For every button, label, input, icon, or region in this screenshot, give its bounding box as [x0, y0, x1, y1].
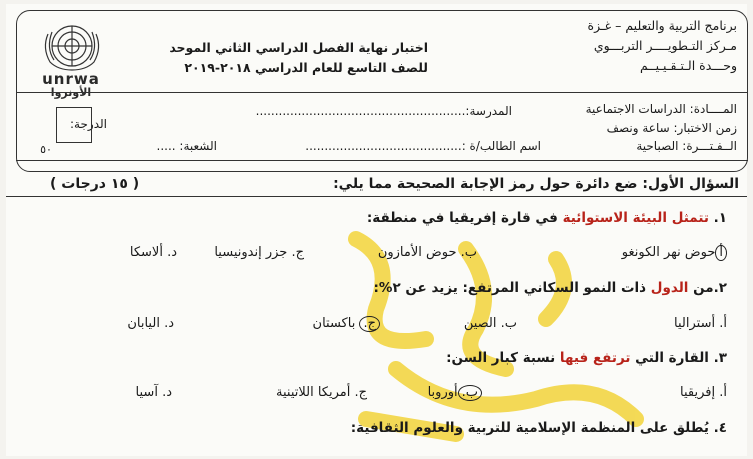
q2-option-c[interactable]: ج. باكستان	[313, 316, 380, 332]
exam-sheet	[6, 4, 747, 456]
q2-option-d[interactable]: د. اليابان	[127, 316, 174, 331]
q3-option-d[interactable]: د. آسيا	[135, 385, 172, 400]
section-field[interactable]: الشعبة: .....	[156, 139, 217, 153]
answer-circle: أ	[715, 245, 727, 261]
program-name: برنامج التربية والتعليم – غـزة	[587, 18, 737, 33]
grade-label: الدرجة:	[70, 117, 107, 131]
q2-option-a[interactable]: أ. أستراليا	[674, 316, 727, 331]
q1-option-d[interactable]: د. ألاسكا	[129, 245, 177, 260]
question-1-highlight: تتمثل البيئة الاستوائية	[562, 210, 709, 226]
q1-option-a[interactable]: أحوض نهر الكونغو	[622, 245, 727, 261]
logo-wordmark: unrwa	[42, 70, 100, 88]
unit-name: وحـــدة الـتـقـيـيــم	[639, 58, 737, 73]
exam-subtitle: للصف التاسع للعام الدراسي ٢٠١٨-٢٠١٩	[184, 60, 428, 75]
section-title: السؤال الأول: ضع دائرة حول رمز الإجابة الصحيحة مما يلي:	[333, 176, 739, 192]
q1-option-b[interactable]: ب. حوض الأمازون	[377, 245, 477, 260]
question-2-highlight: الدول	[650, 280, 689, 296]
duration-field: زمن الاختبار: ساعة ونصف	[606, 121, 737, 135]
answer-circle: ج.	[359, 316, 380, 332]
student-name-field[interactable]: اسم الطالب/ة :.........................................	[305, 139, 541, 153]
q3-option-b[interactable]: ب.أوروبا	[428, 385, 482, 401]
q1-option-c[interactable]: ج. جزر إندونيسيا	[214, 245, 304, 260]
question-3-highlight: ترتفع فيها	[559, 350, 631, 366]
q2-option-b[interactable]: ب. الصين	[463, 316, 517, 331]
question-1-stem: ١. تتمثل البيئة الاستوائية في قارة إفريقيا في منطقة:	[366, 210, 727, 226]
grade-box[interactable]	[56, 107, 92, 143]
grade-total: ٥٠	[40, 143, 52, 156]
exam-title: اختبار نهاية الفصل الدراسي الثاني الموحد	[169, 40, 428, 55]
subject-field: المــــادة: الدراسات الاجتماعية	[585, 102, 737, 116]
period-field: الــفـتـــرة: الصباحية	[636, 139, 737, 153]
section-underline	[6, 196, 747, 197]
info-divider	[16, 160, 748, 161]
school-field[interactable]: المدرسة:.......................................................	[255, 104, 512, 118]
section-marks: ( ١٥ درجات )	[50, 176, 140, 192]
center-name: مـركز التـطويــــر التربـــوي	[593, 38, 737, 53]
question-3-stem: ٣. القارة التي ترتفع فيها نسبة كبار السن:	[446, 350, 727, 366]
q3-option-a[interactable]: أ. إفريقيا	[680, 385, 727, 400]
question-4-stem: ٤. يُطلق على المنظمة الإسلامية للتربية والعلوم الثقافية:	[350, 420, 727, 436]
answer-circle: ب.	[458, 385, 482, 401]
question-2-stem: ٢.من الدول ذات النمو السكاني المرتفع: يزيد عن ٢%:	[373, 280, 727, 296]
header-divider	[16, 92, 748, 93]
q3-option-c[interactable]: ج. أمريكا اللاتينية	[276, 385, 367, 400]
logo-wordmark-arabic: الأونروا	[50, 86, 92, 99]
